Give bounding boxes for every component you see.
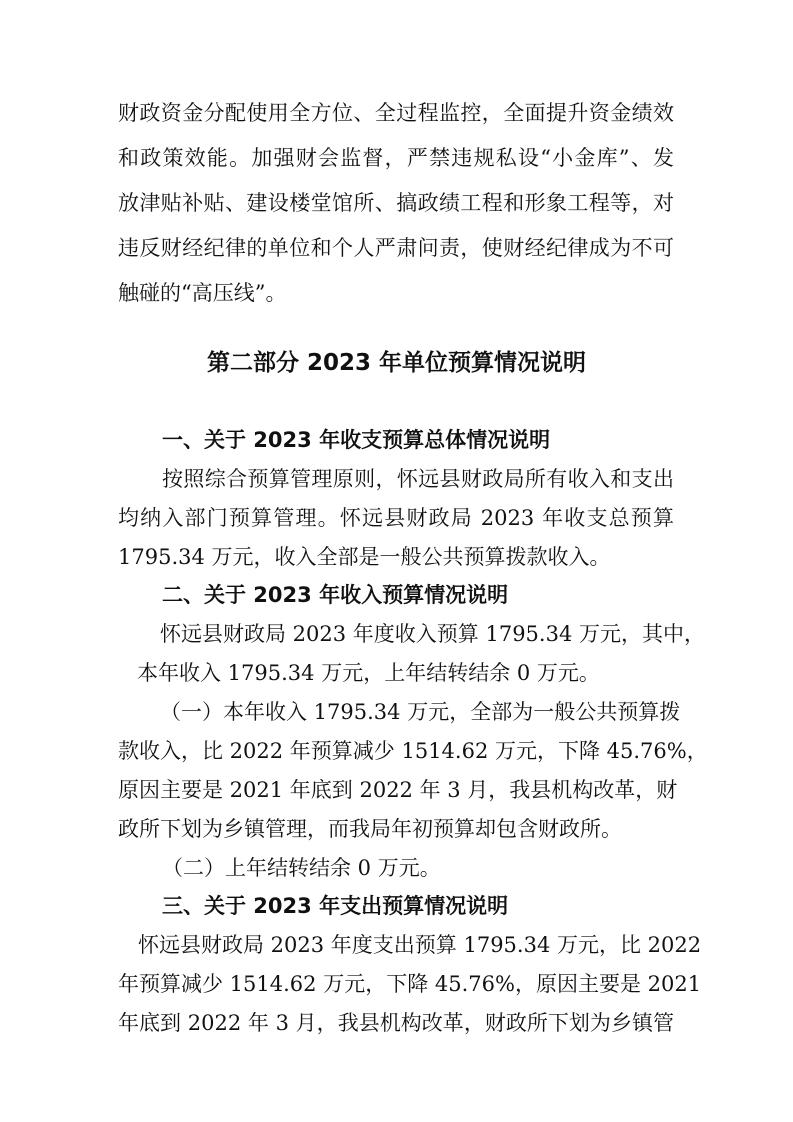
section1-line-1: 按照综合预算管理原则，怀远县财政局所有收入和支出 [162, 467, 674, 491]
section1-heading: 一、关于 2023 年收支预算总体情况说明 [162, 428, 551, 452]
intro-line-2: 和政策效能。加强财会监督，严禁违规私设“小金库”、发 [118, 146, 674, 170]
section2-heading: 二、关于 2023 年收入预算情况说明 [162, 583, 509, 607]
section2-sub1-line-1: （一）本年收入 1795.34 万元，全部为一般公共预算拨 [160, 700, 681, 724]
section3-line-3: 年底到 2022 年 3 月，我县机构改革，财政所下划为乡镇管 [118, 1011, 674, 1035]
intro-line-1: 财政资金分配使用全方位、全过程监控，全面提升资金绩效 [118, 101, 674, 125]
section3-line-1: 怀远县财政局 2023 年度支出预算 1795.34 万元，比 2022 [138, 933, 702, 957]
section2-sub1-line-4: 政所下划为乡镇管理，而我局年初预算却包含财政所。 [118, 817, 622, 841]
section3-line-2: 年预算减少 1514.62 万元，下降 45.76%，原因主要是 2021 [118, 972, 702, 996]
intro-line-4: 违反财经纪律的单位和个人严肃问责，使财经纪律成为不可 [118, 236, 674, 260]
section2-line-2: 本年收入 1795.34 万元，上年结转结余 0 万元。 [137, 661, 600, 685]
intro-line-3: 放津贴补贴、建设楼堂馆所、搞政绩工程和形象工程等，对 [118, 191, 674, 215]
section2-line-1: 怀远县财政局 2023 年度收入预算 1795.34 万元，其中， [160, 622, 705, 646]
intro-line-5: 触碰的“高压线”。 [118, 281, 287, 305]
section1-line-2: 均纳入部门预算管理。怀远县财政局 2023 年收支总预算 [118, 506, 674, 530]
section2-sub1-line-2: 款收入，比 2022 年预算减少 1514.62 万元，下降 45.76%， [118, 739, 708, 763]
section3-heading: 三、关于 2023 年支出预算情况说明 [162, 894, 509, 918]
section2-sub1-line-3: 原因主要是 2021 年底到 2022 年 3 月，我县机构改革，财 [118, 778, 678, 802]
part-title: 第二部分 2023 年单位预算情况说明 [206, 350, 587, 376]
section1-line-3: 1795.34 万元，收入全部是一般公共预算拨款收入。 [118, 545, 611, 569]
section2-sub2: （二）上年结转结余 0 万元。 [162, 856, 441, 880]
